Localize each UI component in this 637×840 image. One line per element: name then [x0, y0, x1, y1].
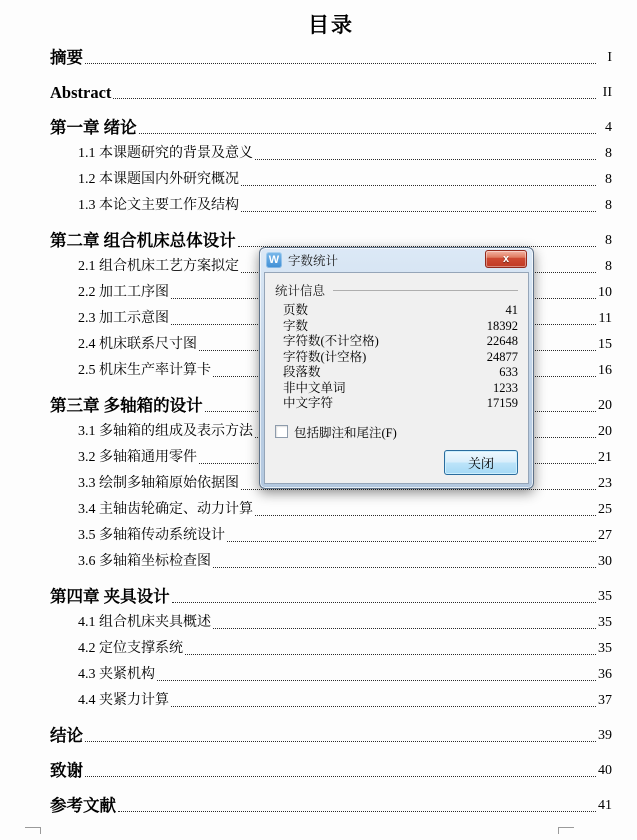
toc-entry-page: 40 [598, 763, 612, 778]
footnotes-checkbox-label: 包括脚注和尾注(F) [294, 425, 397, 440]
toc-entry-page: 10 [598, 285, 612, 300]
dot-leader [227, 541, 596, 542]
toc-entry [50, 170, 612, 190]
toc-entry-text: 3.5 多轴箱传动系统设计 [78, 528, 225, 543]
stat-row [283, 396, 518, 412]
dot-leader [241, 489, 596, 490]
toc-entry-text: 第四章 夹具设计 [50, 587, 170, 606]
toc-entry-page: II [602, 85, 612, 100]
toc-entry-text: 3.4 主轴齿轮确定、动力计算 [78, 502, 253, 517]
dialog-button-row [275, 450, 518, 475]
stat-row [283, 303, 518, 319]
toc-entry-page: 15 [598, 337, 612, 352]
dialog-titlebar[interactable] [264, 248, 529, 272]
toc-entry-page: 27 [598, 528, 612, 543]
toc-entry-page: 8 [605, 259, 612, 274]
toc-entry-text: 参考文献 [50, 796, 116, 815]
stat-label: 字数 [283, 318, 309, 333]
toc-entry-page: 41 [598, 798, 612, 813]
footnotes-checkbox-row [275, 423, 518, 441]
toc-entry-page: 35 [598, 641, 612, 656]
stat-row [283, 381, 518, 397]
close-icon[interactable]: x [485, 250, 527, 268]
toc-entry [50, 526, 612, 546]
toc-entry [50, 665, 612, 685]
toc-entry-page: 35 [598, 589, 612, 604]
toc-entry-page: 37 [598, 693, 612, 708]
stat-row [283, 334, 518, 350]
stat-label: 字符数(不计空格) [283, 334, 379, 348]
dot-leader [213, 628, 596, 629]
toc-entry-page: 20 [598, 424, 612, 439]
toc-entry [50, 796, 612, 816]
toc-entry-text: 2.1 组合机床工艺方案拟定 [78, 259, 239, 274]
statistics-group-header [275, 281, 518, 299]
toc-entry-page: 8 [605, 198, 612, 213]
dot-leader [139, 133, 596, 134]
toc-entry-page: 8 [605, 233, 612, 248]
dot-leader [213, 567, 596, 568]
toc-entry-text: 3.3 绘制多轴箱原始依据图 [78, 476, 239, 491]
toc-entry [50, 118, 612, 138]
toc-entry-page: 23 [598, 476, 612, 491]
toc-entry-text: 第三章 多轴箱的设计 [50, 396, 203, 415]
stat-value: 24877 [486, 349, 518, 364]
toc-entry [50, 691, 612, 711]
text-boundary-mark-right [558, 827, 574, 834]
toc-entry-text: 4.4 夹紧力计算 [78, 693, 169, 708]
dot-leader [241, 211, 596, 212]
dot-leader [85, 741, 596, 742]
footnotes-checkbox[interactable] [275, 425, 288, 438]
dot-leader [157, 680, 596, 681]
stat-row [283, 350, 518, 366]
toc-entry-page: 39 [598, 728, 612, 743]
toc-entry-text: 第二章 组合机床总体设计 [50, 231, 236, 250]
wps-writer-icon: W [266, 252, 282, 268]
toc-entry-page: 21 [598, 450, 612, 465]
toc-entry-page: 35 [598, 615, 612, 630]
stat-value: 41 [505, 303, 518, 317]
toc-entry-text: 2.4 机床联系尺寸图 [78, 337, 197, 352]
toc-entry-text: 1.3 本论文主要工作及结构 [78, 198, 239, 213]
dot-leader [85, 776, 596, 777]
toc-entry-page: 8 [605, 146, 612, 161]
toc-entry [50, 587, 612, 607]
toc-entry [50, 552, 612, 572]
toc-entry-text: Abstract [50, 83, 112, 102]
toc-entry [50, 761, 612, 781]
toc-entry-text: 3.6 多轴箱坐标检查图 [78, 554, 211, 569]
dot-leader [255, 159, 596, 160]
word-count-dialog [259, 247, 534, 489]
toc-entry [50, 613, 612, 633]
group-separator-line [333, 290, 518, 291]
dot-leader [172, 602, 596, 603]
toc-entry-page: 11 [598, 311, 612, 326]
dot-leader [113, 98, 596, 99]
stat-label: 字符数(计空格) [283, 349, 367, 364]
toc-entry-page: 16 [598, 363, 612, 378]
toc-entry [50, 83, 612, 103]
close-button[interactable]: 关闭 [444, 450, 518, 475]
toc-entry-text: 2.2 加工工序图 [78, 285, 169, 300]
dot-leader [241, 185, 596, 186]
toc-entry [50, 144, 612, 164]
stat-row [283, 365, 518, 381]
stats-list [275, 303, 518, 412]
stat-row [283, 319, 518, 335]
toc-entry-page: 30 [598, 554, 612, 569]
stat-value: 22648 [486, 334, 518, 348]
dialog-body [264, 272, 529, 484]
dot-leader [171, 706, 596, 707]
toc-entry-text: 3.2 多轴箱通用零件 [78, 450, 197, 465]
toc-entry-text: 结论 [50, 726, 83, 745]
dot-leader [185, 654, 596, 655]
toc-entry-text: 摘要 [50, 48, 83, 67]
dialog-title: 字数统计 [288, 254, 339, 268]
toc-entry [50, 500, 612, 520]
dot-leader [255, 515, 596, 516]
stat-value: 1233 [493, 380, 518, 395]
stat-label: 中文字符 [283, 396, 334, 410]
toc-entry-text: 1.2 本课题国内外研究概况 [78, 172, 239, 187]
stat-label: 页数 [283, 303, 309, 317]
toc-entry-text: 第一章 绪论 [50, 118, 137, 137]
toc-entry [50, 639, 612, 659]
dot-leader [85, 63, 596, 64]
toc-entry-page: 4 [605, 120, 612, 135]
toc-entry [50, 48, 612, 68]
toc-entry-text: 致谢 [50, 761, 83, 780]
toc-entry-text: 2.5 机床生产率计算卡 [78, 363, 211, 378]
toc-entry-page: 20 [598, 398, 612, 413]
stat-label: 段落数 [283, 365, 321, 379]
stat-value: 18392 [486, 318, 518, 333]
page-title: 目录 [308, 13, 354, 37]
toc-entry-text: 4.1 组合机床夹具概述 [78, 615, 211, 630]
stat-value: 633 [499, 365, 518, 379]
toc-entry-page: 8 [605, 172, 612, 187]
toc-entry-page: 36 [598, 667, 612, 682]
toc-entry-page: I [607, 50, 612, 65]
toc-entry-text: 1.1 本课题研究的背景及意义 [78, 146, 253, 161]
toc-entry-text: 3.1 多轴箱的组成及表示方法 [78, 424, 253, 439]
toc-entry-text: 4.3 夹紧机构 [78, 667, 155, 682]
dot-leader [118, 811, 596, 812]
toc-entry-text: 2.3 加工示意图 [78, 311, 169, 326]
toc-entry-text: 4.2 定位支撑系统 [78, 641, 183, 656]
toc-entry [50, 196, 612, 216]
stat-label: 非中文单词 [283, 380, 346, 395]
statistics-group-label: 统计信息 [275, 284, 326, 298]
text-boundary-mark-left [25, 827, 41, 834]
toc-entry-page: 25 [598, 502, 612, 517]
toc-entry [50, 726, 612, 746]
stat-value: 17159 [486, 396, 518, 410]
